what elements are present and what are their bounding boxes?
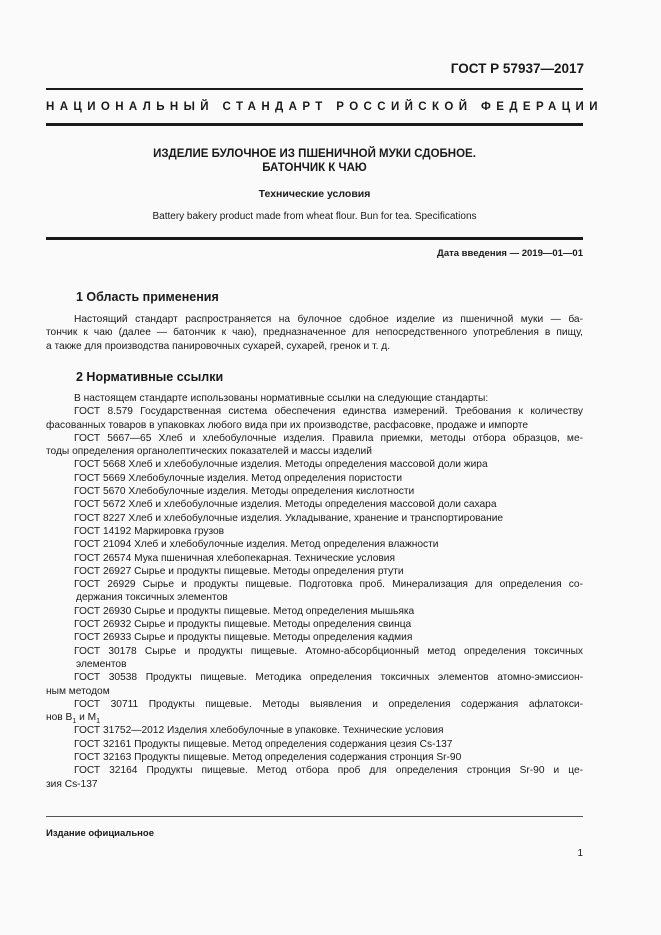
reference-line: ГОСТ 30538 Продукты пищевые. Методика определения токсичных элементов атомно-эмиссион- bbox=[74, 672, 583, 684]
reference-line: ГОСТ 30711 Продукты пищевые. Методы выявления и определения содержания афлатокси- bbox=[74, 698, 583, 710]
reference-line: зия Cs-137 bbox=[46, 778, 98, 790]
header-rule bbox=[46, 88, 583, 90]
reference-line: ГОСТ 32163 Продукты пищевые. Метод определения содержания стронция Sr-90 bbox=[74, 752, 462, 764]
reference-line: ГОСТ 5670 Хлебобулочные изделия. Методы определения кислотности bbox=[74, 486, 415, 498]
text-fragment: и M bbox=[76, 712, 97, 724]
reference-line-aflatoxin bbox=[46, 711, 583, 724]
reference-line: элементов bbox=[76, 658, 127, 670]
title-line-1: ИЗДЕЛИЕ БУЛОЧНОЕ ИЗ ПШЕНИЧНОЙ МУКИ СДОБНОЕ. bbox=[153, 148, 476, 160]
section-1-body bbox=[46, 313, 583, 353]
page-number: 1 bbox=[577, 848, 583, 859]
reference-line: ным методом bbox=[46, 685, 110, 697]
reference-line: ГОСТ 26932 Сырье и продукты пищевые. Методы определения свинца bbox=[74, 619, 412, 631]
reference-line: ГОСТ 5667—65 Хлеб и хлебобулочные изделия. Правила приемки, методы отбора образцов, ме- bbox=[74, 432, 583, 444]
banner-rule bbox=[46, 123, 583, 126]
title-rule bbox=[46, 237, 583, 240]
text-fragment: нов B bbox=[46, 712, 73, 724]
reference-line: ГОСТ 26930 Сырье и продукты пищевые. Метод определения мышьяка bbox=[74, 605, 415, 617]
reference-line: ГОСТ 26929 Сырье и продукты пищевые. Подготовка проб. Минерализация для определения со- bbox=[74, 579, 583, 591]
effective-date: Дата введения — 2019—01—01 bbox=[437, 248, 583, 259]
title-line-2: БАТОНЧИК К ЧАЮ bbox=[262, 162, 367, 174]
national-standard-banner: НАЦИОНАЛЬНЫЙ СТАНДАРТ РОССИЙСКОЙ ФЕДЕРАЦИИ bbox=[46, 101, 603, 113]
text-line: Настоящий стандарт распространяется на булочное сдобное изделие из пшеничной муки — ба- bbox=[74, 314, 583, 325]
text-line: а также для производства панировочных сухарей, сухарей, гренок и т. д. bbox=[46, 340, 391, 352]
reference-line: тоды определения органолептических показателей и массы изделий bbox=[46, 446, 372, 458]
reference-line: ГОСТ 26574 Мука пшеничная хлебопекарная. Технические условия bbox=[74, 552, 395, 564]
reference-line: ГОСТ 32164 Продукты пищевые. Метод отбора проб для определения стронция Sr-90 и це- bbox=[74, 765, 583, 777]
reference-line: ГОСТ 26933 Сырье и продукты пищевые. Методы определения кадмия bbox=[74, 632, 413, 644]
reference-line: ГОСТ 5672 Хлеб и хлебобулочные изделия. Методы определения массовой доли сахара bbox=[74, 499, 497, 511]
english-title: Battery bakery product made from wheat flour. Bun for tea. Specifications bbox=[152, 211, 477, 222]
reference-line: фасованных товаров в упаковках любого вида при их производстве, расфасовке, продаже и импорте bbox=[46, 419, 529, 431]
text-line: В настоящем стандарте использованы нормативные ссылки на следующие стандарты: bbox=[74, 393, 489, 404]
standard-code: ГОСТ Р 57937—2017 bbox=[450, 61, 584, 76]
footer-rule bbox=[46, 816, 583, 817]
reference-line: ГОСТ 8227 Хлеб и хлебобулочные изделия. Укладывание, хранение и транспортирование bbox=[74, 512, 504, 524]
reference-line: ГОСТ 30178 Сырье и продукты пищевые. Атомно-абсорбционный метод определения токсичных bbox=[74, 645, 583, 657]
reference-line: ГОСТ 14192 Маркировка грузов bbox=[74, 525, 225, 537]
subscript: 1 bbox=[72, 718, 77, 726]
subtitle: Технические условия bbox=[258, 188, 371, 200]
reference-line: ГОСТ 32161 Продукты пищевые. Метод определения содержания цезия Cs-137 bbox=[74, 738, 453, 750]
section-1-heading: 1 Область применения bbox=[76, 290, 219, 304]
reference-line: ГОСТ 8.579 Государственная система обеспечения единства измерений. Требования к количеству bbox=[74, 406, 583, 418]
reference-line: ГОСТ 5668 Хлеб и хлебобулочные изделия. Методы определения массовой доли жира bbox=[74, 459, 488, 471]
subscript: 1 bbox=[96, 718, 100, 726]
text-line: тончик к чаю (далее — батончик к чаю), предназначенное для непосредственного употребления в пищу, bbox=[46, 327, 583, 339]
reference-line: ГОСТ 31752—2012 Изделия хлебобулочные в упаковке. Технические условия bbox=[74, 725, 444, 737]
reference-line: ГОСТ 5669 Хлебобулочные изделия. Метод определения пористости bbox=[74, 472, 403, 484]
reference-line: держания токсичных элементов bbox=[76, 592, 228, 604]
official-edition-label: Издание официальное bbox=[46, 828, 154, 839]
reference-line: ГОСТ 21094 Хлеб и хлебобулочные изделия. Метод определения влажности bbox=[74, 539, 439, 551]
section-2-heading: 2 Нормативные ссылки bbox=[76, 370, 224, 384]
section-2-body bbox=[46, 392, 583, 791]
reference-line: ГОСТ 26927 Сырье и продукты пищевые. Методы определения ртути bbox=[74, 565, 404, 577]
